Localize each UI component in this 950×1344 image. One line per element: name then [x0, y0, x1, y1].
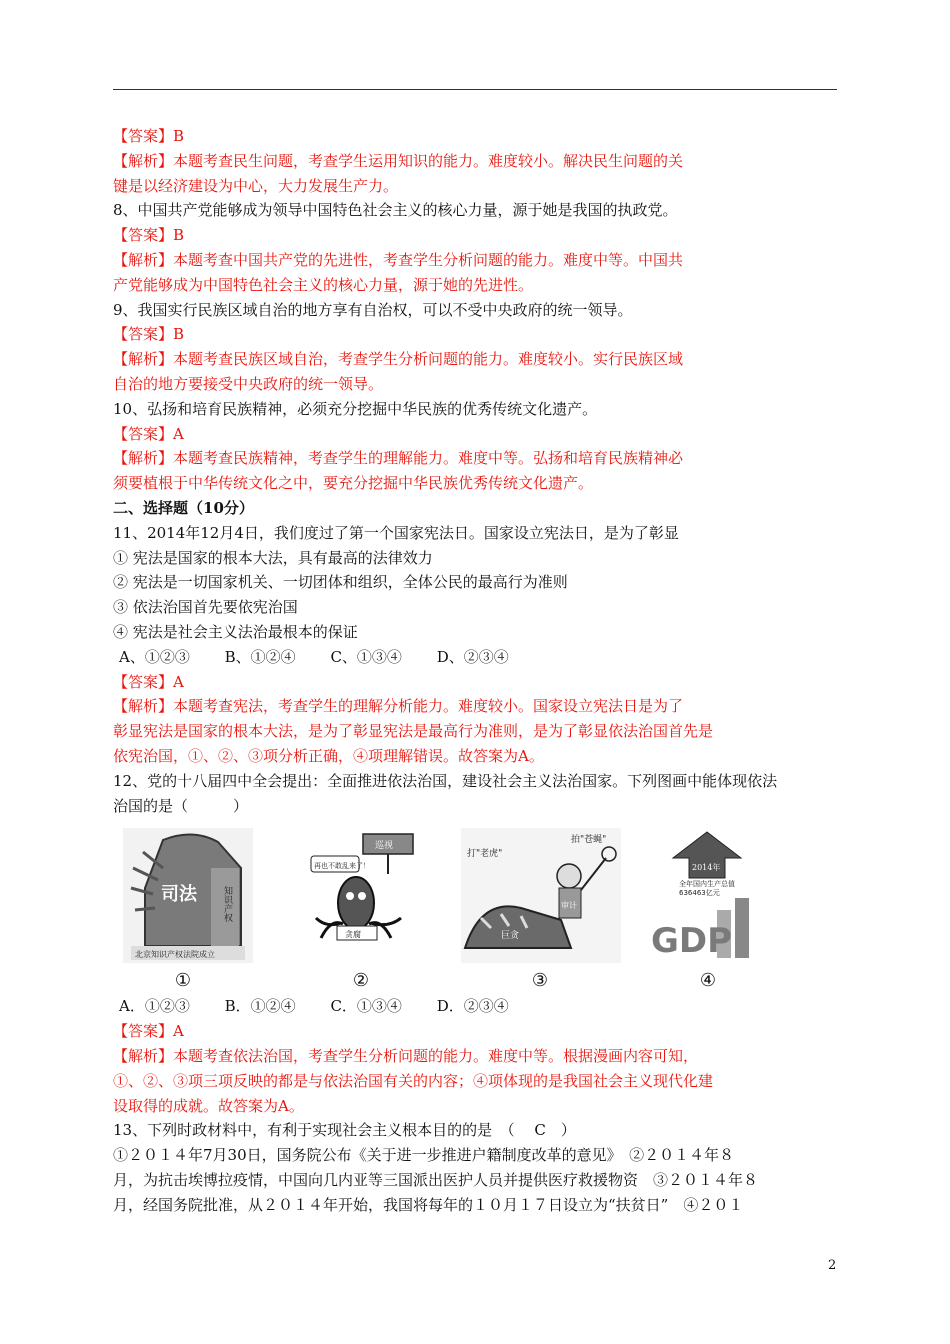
q12-options — [113, 994, 837, 1019]
q12-option-d: D．②③④ — [436, 997, 509, 1016]
text-line: ④ 宪法是社会主义法治最根本的保证 — [113, 622, 358, 641]
text-line: 治国的是（ ） — [113, 796, 249, 815]
fig1-title: 司法 — [161, 884, 197, 906]
text-line: 【答案】B — [113, 127, 185, 145]
text-line: ① 宪法是国家的根本大法，具有最高的法律效力 — [113, 548, 433, 567]
fig4-gdp-text: 全年国内生产总值 636463亿元 — [679, 880, 735, 898]
q11-option-c: C、①③④ — [330, 647, 402, 666]
q11-option-a: A、①②③ — [119, 647, 190, 666]
text-line: 【解析】本题考查民族区域自治，考查学生分析问题的能力。难度较小。实行民族区域 — [113, 350, 684, 369]
figure-1 — [123, 828, 253, 963]
text-line: ② 宪法是一切国家机关、一切团体和组织，全体公民的最高行为准则 — [113, 573, 568, 592]
text-line: 二、选择题（10分） — [113, 498, 254, 517]
text-block-before-figures — [113, 124, 837, 645]
text-line: 9、我国实行民族区域自治的地方享有自治权，可以不受中央政府的统一领导。 — [113, 300, 633, 319]
figure-3 — [461, 828, 621, 963]
fig4-gdp-word: GDP — [651, 921, 733, 962]
fig3-text-left: 打"老虎" — [467, 849, 503, 860]
fig3-tiger-label: 巨贪 — [501, 931, 520, 942]
text-line: 8、中国共产党能够成为领导中国特色社会主义的核心力量，源于她是我国的执政党。 — [113, 201, 678, 220]
fig3-text-right: 拍"苍蝇" — [571, 835, 607, 846]
text-line: 产党能够成为中国特色社会主义的核心力量，源于她的先进性。 — [113, 275, 534, 294]
q11-option-d: D、②③④ — [436, 647, 509, 666]
text-line: 依宪治国，①、②、③项分析正确，④项理解错误。故答案为A。 — [113, 746, 544, 765]
q12-option-a: A．①②③ — [119, 997, 190, 1016]
fig1-side-text: 知识产权 — [222, 886, 232, 923]
figure-4 — [645, 828, 770, 963]
fig2-body-label: 贪腐 — [345, 930, 361, 940]
text-line: 11、2014年12月4日，我们度过了第一个国家宪法日。国家设立宪法日，是为了彰显 — [113, 523, 679, 542]
text-line: 13、下列时政材料中，有利于实现社会主义根本目的的是 （ C ） — [113, 1121, 576, 1140]
page-number: 2 — [828, 1258, 837, 1273]
text-line: 设取得的成就。故答案为A。 — [113, 1096, 304, 1115]
text-line: 【答案】A — [113, 1022, 184, 1041]
text-line: 【解析】本题考查宪法，考查学生的理解分析能力。难度较小。国家设立宪法日是为了 — [113, 697, 684, 716]
text-line: 彰显宪法是国家的根本大法，是为了彰显宪法是最高行为准则，是为了彰显依法治国首先是 — [113, 722, 714, 741]
fig2-bubble: 再也不敢乱来了！ — [314, 862, 370, 871]
text-line: 12、党的十八届四中全会提出：全面推进依法治国，建设社会主义法治国家。下列图画中能体现依法 — [113, 771, 778, 790]
fig3-person-label: 审计 — [561, 901, 577, 911]
text-line: 【答案】B — [113, 226, 185, 245]
text-line: ③ 依法治国首先要依宪治国 — [113, 598, 298, 617]
text-line: ①２０１４年7月30日，国务院公布《关于进一步推进户籍制度改革的意见》 ②２０１４年８ — [113, 1146, 735, 1165]
text-line: 【解析】本题考查民生问题，考查学生运用知识的能力。难度较小。解决民生问题的关 — [113, 151, 684, 170]
text-line: 【答案】A — [113, 672, 184, 691]
text-line: 【解析】本题考查依法治国，考查学生分析问题的能力。难度中等。根据漫画内容可知， — [113, 1046, 699, 1065]
q12-option-c: C．①③④ — [330, 997, 402, 1016]
header-rule — [113, 89, 837, 90]
fig1-caption: 北京知识产权法院成立 — [135, 950, 215, 960]
q12-option-b: B．①②④ — [224, 997, 296, 1016]
figure-3-label: ③ — [531, 970, 549, 992]
figure-2-label: ② — [352, 970, 370, 992]
q11-option-b: B、①②④ — [224, 647, 296, 666]
cartoon-figures — [113, 828, 837, 992]
q11-options — [113, 645, 837, 670]
page-content — [113, 124, 837, 1217]
text-line: 自治的地方要接受中央政府的统一领导。 — [113, 374, 384, 393]
text-line: 【解析】本题考查中国共产党的先进性，考查学生分析问题的能力。难度中等。中国共 — [113, 250, 684, 269]
text-line: 月，经国务院批准，从２０１４年开始，我国将每年的１０月１７日设立为“扶贫日” ④２０１ — [113, 1195, 744, 1214]
text-line: 【解析】本题考查民族精神，考查学生的理解能力。难度中等。弘扬和培育民族精神必 — [113, 449, 684, 468]
text-block-after-figures — [113, 1019, 837, 1217]
text-line: 须要植根于中华传统文化之中，要充分挖掘中华民族优秀传统文化遗产。 — [113, 474, 594, 493]
figure-1-label: ① — [174, 970, 192, 992]
text-line: 月，为抗击埃博拉疫情，中国向几内亚等三国派出医护人员并提供医疗救援物资 ③２０１４年８ — [113, 1170, 759, 1189]
figure-4-label: ④ — [699, 970, 717, 992]
text-line: 键是以经济建设为中心，大力发展生产力。 — [113, 176, 399, 195]
text-line: 【答案】B — [113, 325, 185, 344]
text-line: ①、②、③项三项反映的都是与依法治国有关的内容；④项体现的是我国社会主义现代化建 — [113, 1071, 714, 1090]
figure-2 — [301, 828, 426, 963]
fig2-sign: 巡视 — [375, 841, 394, 852]
fig4-year: 2014年 — [692, 863, 721, 873]
text-block-mid — [113, 670, 837, 819]
text-line: 【答案】A — [113, 424, 184, 443]
text-line: 10、弘扬和培育民族精神，必须充分挖掘中华民族的优秀传统文化遗产。 — [113, 399, 598, 418]
